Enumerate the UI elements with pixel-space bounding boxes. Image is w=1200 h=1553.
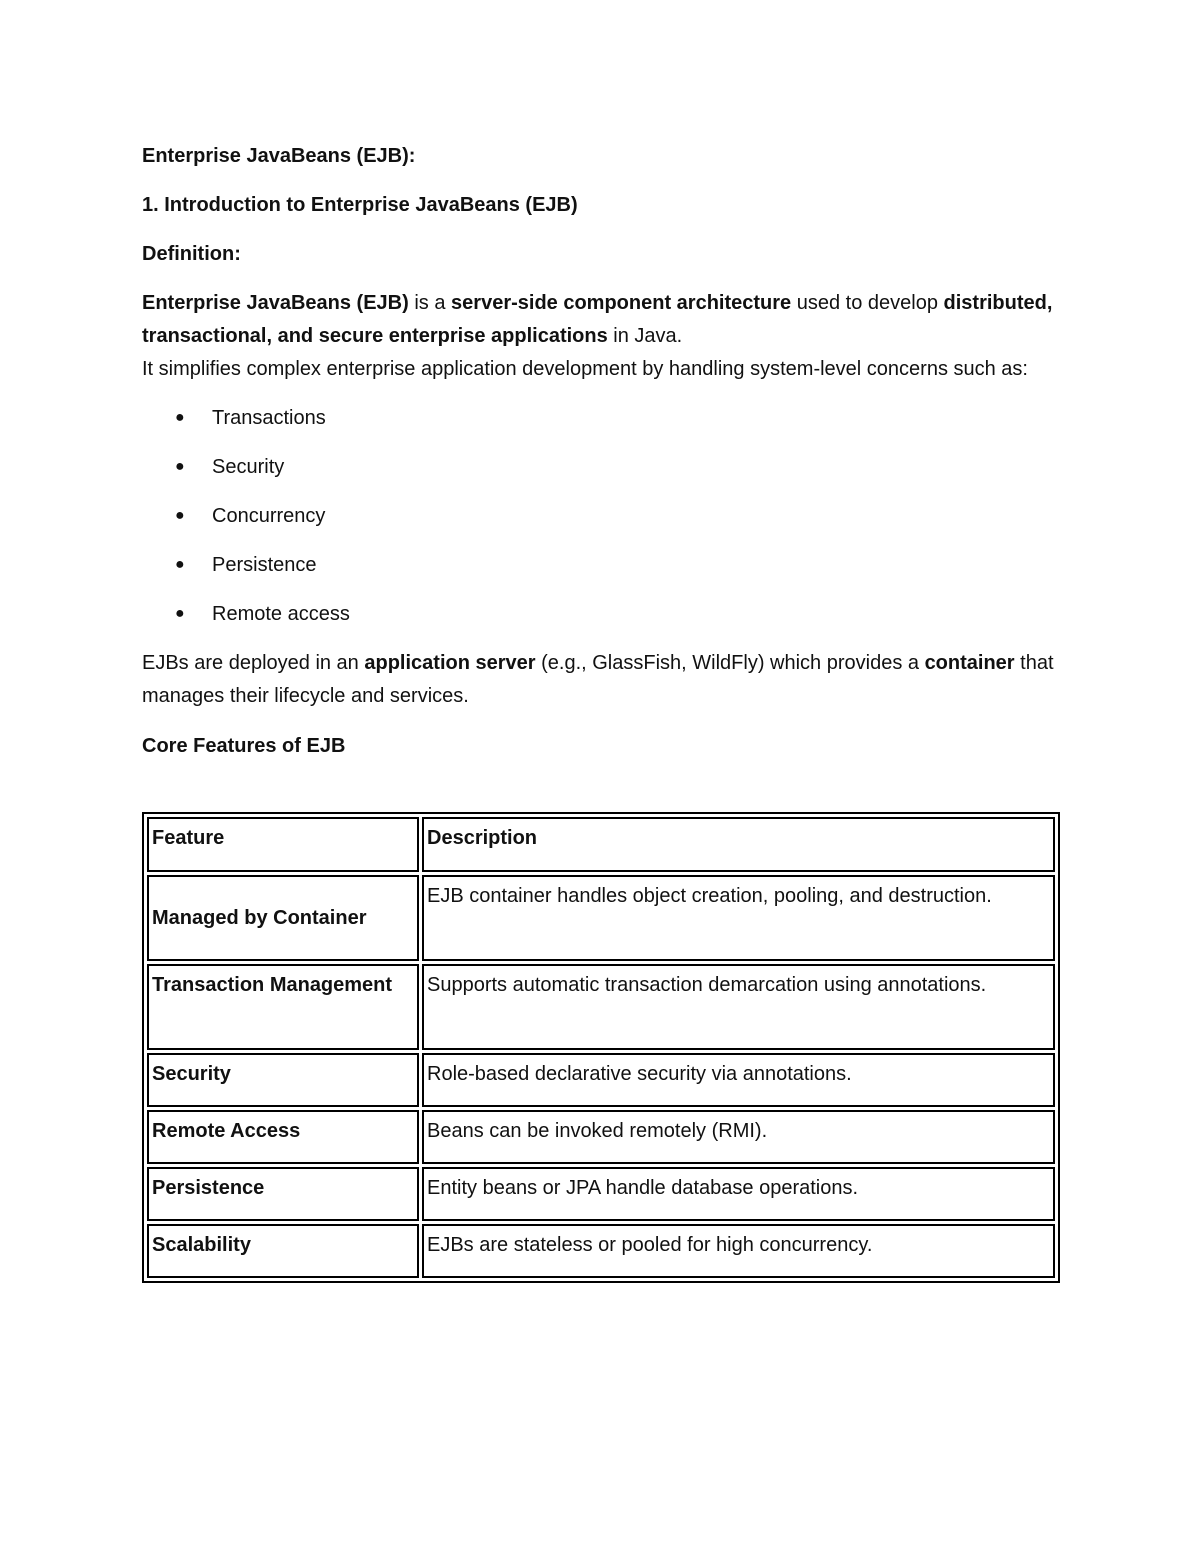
list-item: [142, 598, 1060, 630]
list-item: [142, 451, 1060, 483]
list-item-label: Concurrency: [212, 505, 326, 527]
feature-cell: Security: [147, 1053, 419, 1107]
term-architecture: server-side component architecture: [451, 292, 792, 314]
feature-cell: Persistence: [147, 1167, 419, 1221]
bullet-icon: ●: [175, 507, 185, 524]
definition-label: Definition:: [142, 243, 241, 265]
bullet-icon: ●: [175, 409, 185, 426]
list-item: [142, 549, 1060, 581]
description-cell: Supports automatic transaction demarcation using annotations.: [422, 964, 1055, 1050]
header-feature: Feature: [147, 817, 419, 872]
text-in-java: in Java.: [607, 325, 683, 347]
description-cell: Entity beans or JPA handle database operations.: [422, 1167, 1055, 1221]
bullet-icon: ●: [175, 556, 185, 573]
text-used-to: used to develop: [791, 292, 944, 314]
list-item-label: Transactions: [212, 407, 326, 429]
bullet-icon: ●: [175, 605, 185, 622]
list-item-label: Remote access: [212, 603, 350, 625]
description-cell: EJB container handles object creation, pooling, and destruction.: [422, 875, 1055, 961]
definition-line2: It simplifies complex enterprise application development by handling system-level concerns such as:: [142, 358, 1028, 380]
table-row: [147, 1224, 1055, 1278]
table-row: [147, 1053, 1055, 1107]
list-item-label: Security: [212, 456, 285, 478]
term-ejb: Enterprise JavaBeans (EJB): [142, 292, 409, 314]
term-application-server: application server: [364, 652, 536, 674]
feature-cell: Remote Access: [147, 1110, 419, 1164]
features-heading: Core Features of EJB: [142, 735, 346, 757]
deploy-text-3: that manages their lifecycle and services.: [142, 652, 1054, 707]
deploy-text-2: (e.g., GlassFish, WildFly) which provides a: [535, 652, 925, 674]
text-is-a: is a: [408, 292, 452, 314]
feature-cell: Scalability: [147, 1224, 419, 1278]
description-cell: Role-based declarative security via annotations.: [422, 1053, 1055, 1107]
definition-paragraph: [142, 287, 1060, 386]
concerns-list: [142, 402, 1060, 630]
list-item-label: Persistence: [212, 554, 317, 576]
features-table: [142, 812, 1060, 1283]
header-description: Description: [422, 817, 1055, 872]
description-cell: Beans can be invoked remotely (RMI).: [422, 1110, 1055, 1164]
deploy-text-1: EJBs are deployed in an: [142, 652, 365, 674]
table-row: [147, 964, 1055, 1050]
description-cell: EJBs are stateless or pooled for high concurrency.: [422, 1224, 1055, 1278]
deploy-paragraph: [142, 647, 1060, 713]
document-title: Enterprise JavaBeans (EJB):: [142, 145, 416, 167]
table-row: [147, 875, 1055, 961]
term-apps: distributed, transactional, and secure enterprise applications: [142, 292, 1053, 347]
bullet-icon: ●: [175, 458, 185, 475]
table-row: [147, 1110, 1055, 1164]
feature-cell: Transaction Management: [147, 964, 419, 1050]
term-container: container: [924, 652, 1015, 674]
list-item: [142, 402, 1060, 434]
table-row: [147, 1167, 1055, 1221]
table-header-row: [147, 817, 1055, 872]
list-item: [142, 500, 1060, 532]
feature-cell: Managed by Container: [147, 875, 419, 961]
document-page: [142, 140, 1060, 1256]
section-heading: 1. Introduction to Enterprise JavaBeans (EJB): [142, 194, 578, 216]
